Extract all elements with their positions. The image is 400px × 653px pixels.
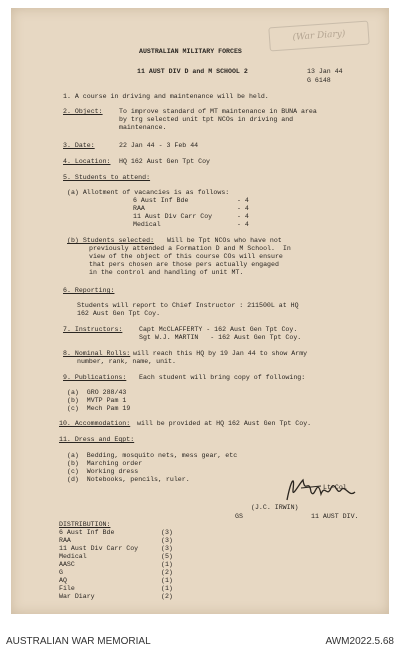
para-4-text: HQ 162 Aust Gen Tpt Coy: [119, 158, 211, 165]
distribution-unit: 11 Aust Div Carr Coy: [59, 545, 139, 552]
distribution-count: (1): [161, 585, 173, 592]
para-5-label: 5. Students to attend:: [63, 174, 151, 181]
para-5a: (a) Allotment of vacancies is as follows:: [67, 189, 230, 196]
vacancy-unit: 6 Aust Inf Bde: [133, 197, 189, 204]
para-8-line-2: number, rank, name, unit.: [77, 358, 176, 365]
publication-item: (b) MVTP Pam 1: [67, 397, 127, 404]
para-2-label: 2. Object:: [63, 108, 103, 115]
para-9-label: 9. Publications:: [63, 374, 127, 381]
para-2-line-1: To improve standard of MT maintenance in BUNA area: [119, 108, 317, 115]
para-5b-line-4: that pers chosen are those pers actually engaged: [89, 261, 279, 268]
distribution-count: (3): [161, 537, 173, 544]
distribution-unit: Medical: [59, 553, 87, 560]
document-page: [11, 8, 389, 614]
archive-reference: AWM2022.5.68: [325, 636, 394, 647]
vacancy-unit: Medical: [133, 221, 161, 228]
dress-item: (a) Bedding, mosquito nets, mess gear, etc: [67, 452, 238, 459]
doc-ref: G 6148: [307, 77, 331, 84]
distribution-count: (1): [161, 577, 173, 584]
para-5b-line-1: Will be Tpt NCOs who have not: [167, 237, 282, 244]
para-6-line-2: 162 Aust Gen Tpt Coy.: [77, 310, 161, 317]
para-6-label: 6. Reporting:: [63, 287, 115, 294]
para-3-text: 22 Jan 44 - 3 Feb 44: [119, 142, 199, 149]
para-3-label: 3. Date:: [63, 142, 95, 149]
para-1: 1. A course in driving and maintenance will be held.: [63, 93, 269, 100]
distribution-count: (2): [161, 593, 173, 600]
para-4-label: 4. Location:: [63, 158, 111, 165]
distribution-unit: 6 Aust Inf Bde: [59, 529, 115, 536]
distribution-unit: File: [59, 585, 75, 592]
distribution-count: (1): [161, 561, 173, 568]
distribution-unit: RAA: [59, 537, 71, 544]
vacancy-unit: 11 Aust Div Carr Coy: [133, 213, 213, 220]
vacancy-count: - 4: [237, 205, 249, 212]
para-9-text: Each student will bring copy of following:: [139, 374, 306, 381]
distribution-count: (2): [161, 569, 173, 576]
archive-footer: [0, 614, 400, 653]
dress-item: (c) Working dress: [67, 468, 139, 475]
para-2-line-2: by trg selected unit tpt NCOs in driving and: [119, 116, 294, 123]
vacancy-count: - 4: [237, 213, 249, 220]
signatory-role-div: 11 AUST DIV.: [311, 513, 359, 520]
para-7-line-2: Sgt W.J. MARTIN - 162 Aust Gen Tpt Coy.: [139, 334, 302, 341]
para-8-line-1: will reach this HQ by 19 Jan 44 to show Army: [133, 350, 308, 357]
archive-name: AUSTRALIAN WAR MEMORIAL: [6, 636, 151, 647]
war-diary-stamp: (War Diary): [268, 21, 369, 52]
signatory-rank: Lt-Col: [323, 484, 347, 491]
distribution-count: (3): [161, 529, 173, 536]
publication-item: (c) Mech Pam 19: [67, 405, 131, 412]
signatory-role-gs: GS: [235, 513, 243, 520]
distribution-label: DISTRIBUTION:: [59, 521, 111, 528]
doc-date: 13 Jan 44: [307, 68, 343, 75]
vacancy-unit: RAA: [133, 205, 145, 212]
doc-title: AUSTRALIAN MILITARY FORCES: [139, 48, 242, 55]
para-6-line-1: Students will report to Chief Instructor : 211500L at HQ: [77, 302, 299, 309]
distribution-count: (5): [161, 553, 173, 560]
distribution-unit: War Diary: [59, 593, 95, 600]
para-10-label: 10. Accommodation:: [59, 420, 131, 427]
distribution-count: (3): [161, 545, 173, 552]
vacancy-count: - 4: [237, 221, 249, 228]
para-7-line-1: Capt McCLAFFERTY - 162 Aust Gen Tpt Coy.: [139, 326, 298, 333]
distribution-unit: G: [59, 569, 63, 576]
para-11-label: 11. Dress and Eqpt:: [59, 436, 135, 443]
para-10-text: will be provided at HQ 162 Aust Gen Tpt Coy.: [137, 420, 312, 427]
para-8-label: 8. Nominal Rolls:: [63, 350, 131, 357]
dress-item: (d) Notebooks, pencils, ruler.: [67, 476, 190, 483]
dress-item: (b) Marching order: [67, 460, 143, 467]
publication-item: (a) GRO 288/43: [67, 389, 127, 396]
para-5b-label: (b) Students selected:: [67, 237, 155, 244]
signatory-name: (J.C. IRWIN): [251, 504, 299, 511]
para-7-label: 7. Instructors:: [63, 326, 123, 333]
distribution-unit: AQ: [59, 577, 67, 584]
para-5b-line-3: view of the object of this course COs will ensure: [89, 253, 283, 260]
para-5b-line-2: previously attended a Formation D and M School. In: [89, 245, 291, 252]
vacancy-count: - 4: [237, 197, 249, 204]
para-5b-line-5: in the control and handling of unit MT.: [89, 269, 244, 276]
doc-subtitle: 11 AUST DIV D and M SCHOOL 2: [137, 68, 248, 75]
para-2-line-3: maintenance.: [119, 124, 167, 131]
distribution-unit: AASC: [59, 561, 75, 568]
